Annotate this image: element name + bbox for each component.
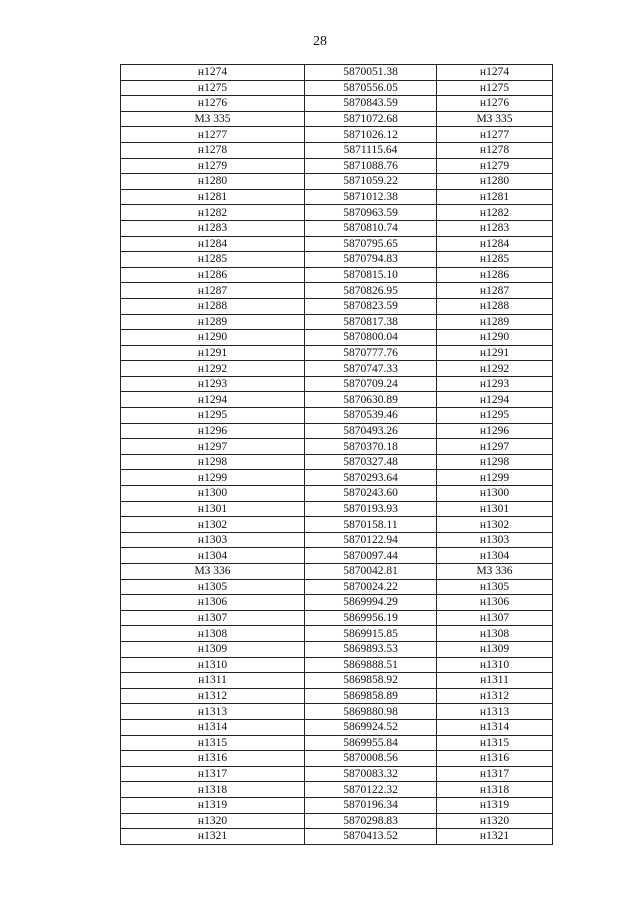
point-name-cell: н1291 xyxy=(121,345,305,361)
coordinate-cell: 5870051.38 xyxy=(305,65,437,81)
table-row xyxy=(121,813,553,829)
coordinate-cell: 5870817.38 xyxy=(305,314,437,330)
point-name-cell: н1306 xyxy=(121,595,305,611)
table-row xyxy=(121,486,553,502)
point-name-repeat-cell: н1294 xyxy=(437,392,553,408)
coordinate-cell: 5870823.59 xyxy=(305,298,437,314)
point-name-cell: н1297 xyxy=(121,439,305,455)
coordinate-cell: 5870327.48 xyxy=(305,454,437,470)
table-row xyxy=(121,454,553,470)
point-name-cell: н1281 xyxy=(121,189,305,205)
coordinate-cell: 5869880.98 xyxy=(305,704,437,720)
point-name-repeat-cell: н1309 xyxy=(437,641,553,657)
point-name-cell: н1305 xyxy=(121,579,305,595)
point-name-cell: н1311 xyxy=(121,673,305,689)
point-name-repeat-cell: н1296 xyxy=(437,423,553,439)
table-row xyxy=(121,782,553,798)
point-name-repeat-cell: н1301 xyxy=(437,501,553,517)
table-row xyxy=(121,766,553,782)
coordinate-cell: 5869955.84 xyxy=(305,735,437,751)
coordinate-cell: 5869915.85 xyxy=(305,626,437,642)
point-name-cell: н1310 xyxy=(121,657,305,673)
coordinate-cell: 5871026.12 xyxy=(305,127,437,143)
table-row xyxy=(121,423,553,439)
coordinate-cell: 5870122.94 xyxy=(305,532,437,548)
point-name-repeat-cell: н1318 xyxy=(437,782,553,798)
table-row xyxy=(121,470,553,486)
table-row xyxy=(121,610,553,626)
point-name-cell: н1318 xyxy=(121,782,305,798)
table-row xyxy=(121,501,553,517)
coordinate-cell: 5870122.32 xyxy=(305,782,437,798)
coordinate-cell: 5870370.18 xyxy=(305,439,437,455)
point-name-cell: н1285 xyxy=(121,252,305,268)
point-name-cell: н1299 xyxy=(121,470,305,486)
table-row xyxy=(121,439,553,455)
coordinate-cell: 5870097.44 xyxy=(305,548,437,564)
point-name-repeat-cell: н1292 xyxy=(437,361,553,377)
point-name-cell: н1317 xyxy=(121,766,305,782)
coordinate-cell: 5870024.22 xyxy=(305,579,437,595)
table-row xyxy=(121,65,553,81)
coordinate-cell: 5870794.83 xyxy=(305,252,437,268)
point-name-cell: н1278 xyxy=(121,142,305,158)
coordinate-cell: 5870709.24 xyxy=(305,376,437,392)
table-row xyxy=(121,314,553,330)
point-name-repeat-cell: н1310 xyxy=(437,657,553,673)
table-row xyxy=(121,719,553,735)
coordinate-cell: 5870810.74 xyxy=(305,220,437,236)
coordinate-cell: 5870843.59 xyxy=(305,96,437,112)
table-row xyxy=(121,564,553,580)
coordinate-cell: 5869994.29 xyxy=(305,595,437,611)
point-name-repeat-cell: МЗ 336 xyxy=(437,564,553,580)
coordinate-cell: 5870042.81 xyxy=(305,564,437,580)
point-name-cell: н1316 xyxy=(121,751,305,767)
point-name-cell: н1313 xyxy=(121,704,305,720)
coordinate-cell: 5871088.76 xyxy=(305,158,437,174)
table-row xyxy=(121,392,553,408)
table-row xyxy=(121,517,553,533)
coordinate-cell: 5869858.92 xyxy=(305,673,437,689)
point-name-cell: н1309 xyxy=(121,641,305,657)
table-row xyxy=(121,688,553,704)
point-name-cell: н1301 xyxy=(121,501,305,517)
point-name-repeat-cell: МЗ 335 xyxy=(437,111,553,127)
point-name-cell: н1286 xyxy=(121,267,305,283)
table-row xyxy=(121,797,553,813)
point-name-repeat-cell: н1308 xyxy=(437,626,553,642)
point-name-cell: н1296 xyxy=(121,423,305,439)
point-name-cell: н1320 xyxy=(121,813,305,829)
table-row xyxy=(121,127,553,143)
point-name-repeat-cell: н1287 xyxy=(437,283,553,299)
table-row xyxy=(121,408,553,424)
coordinate-cell: 5869858.89 xyxy=(305,688,437,704)
point-name-cell: н1308 xyxy=(121,626,305,642)
point-name-repeat-cell: н1275 xyxy=(437,80,553,96)
coordinates-table xyxy=(120,64,553,845)
point-name-cell: н1287 xyxy=(121,283,305,299)
table-row xyxy=(121,174,553,190)
table-row xyxy=(121,220,553,236)
point-name-repeat-cell: н1286 xyxy=(437,267,553,283)
table-row xyxy=(121,579,553,595)
table-row xyxy=(121,330,553,346)
point-name-cell: н1302 xyxy=(121,517,305,533)
point-name-repeat-cell: н1316 xyxy=(437,751,553,767)
coordinate-cell: 5869893.53 xyxy=(305,641,437,657)
coordinate-cell: 5870298.83 xyxy=(305,813,437,829)
point-name-cell: н1277 xyxy=(121,127,305,143)
point-name-repeat-cell: н1281 xyxy=(437,189,553,205)
point-name-cell: н1290 xyxy=(121,330,305,346)
coordinate-cell: 5869888.51 xyxy=(305,657,437,673)
point-name-cell: н1312 xyxy=(121,688,305,704)
table-row xyxy=(121,376,553,392)
coordinate-cell: 5871012.38 xyxy=(305,189,437,205)
point-name-repeat-cell: н1313 xyxy=(437,704,553,720)
point-name-repeat-cell: н1303 xyxy=(437,532,553,548)
point-name-cell: н1315 xyxy=(121,735,305,751)
coordinate-cell: 5869956.19 xyxy=(305,610,437,626)
table-row xyxy=(121,96,553,112)
point-name-cell: н1276 xyxy=(121,96,305,112)
coordinate-cell: 5870158.11 xyxy=(305,517,437,533)
point-name-cell: н1288 xyxy=(121,298,305,314)
point-name-cell: н1321 xyxy=(121,829,305,845)
point-name-cell: н1275 xyxy=(121,80,305,96)
table-row xyxy=(121,704,553,720)
coordinate-cell: 5870193.93 xyxy=(305,501,437,517)
coordinates-table-body xyxy=(121,65,553,845)
point-name-repeat-cell: н1304 xyxy=(437,548,553,564)
point-name-cell: н1280 xyxy=(121,174,305,190)
table-row xyxy=(121,158,553,174)
coordinate-cell: 5870083.32 xyxy=(305,766,437,782)
table-row xyxy=(121,236,553,252)
point-name-cell: н1295 xyxy=(121,408,305,424)
point-name-repeat-cell: н1298 xyxy=(437,454,553,470)
coordinate-cell: 5870963.59 xyxy=(305,205,437,221)
point-name-cell: н1319 xyxy=(121,797,305,813)
coordinate-cell: 5870630.89 xyxy=(305,392,437,408)
point-name-repeat-cell: н1299 xyxy=(437,470,553,486)
coordinate-cell: 5870493.26 xyxy=(305,423,437,439)
point-name-repeat-cell: н1295 xyxy=(437,408,553,424)
coordinate-cell: 5871059.22 xyxy=(305,174,437,190)
table-row xyxy=(121,283,553,299)
point-name-repeat-cell: н1289 xyxy=(437,314,553,330)
coordinate-cell: 5870008.56 xyxy=(305,751,437,767)
point-name-repeat-cell: н1278 xyxy=(437,142,553,158)
table-row xyxy=(121,111,553,127)
table-row xyxy=(121,189,553,205)
point-name-repeat-cell: н1276 xyxy=(437,96,553,112)
point-name-cell: МЗ 335 xyxy=(121,111,305,127)
point-name-repeat-cell: н1279 xyxy=(437,158,553,174)
coordinate-cell: 5871072.68 xyxy=(305,111,437,127)
coordinate-cell: 5870800.04 xyxy=(305,330,437,346)
coordinate-cell: 5870413.52 xyxy=(305,829,437,845)
table-row xyxy=(121,345,553,361)
point-name-cell: н1304 xyxy=(121,548,305,564)
point-name-cell: н1283 xyxy=(121,220,305,236)
point-name-repeat-cell: н1280 xyxy=(437,174,553,190)
point-name-cell: н1303 xyxy=(121,532,305,548)
coordinate-cell: 5870539.46 xyxy=(305,408,437,424)
table-row xyxy=(121,657,553,673)
point-name-repeat-cell: н1314 xyxy=(437,719,553,735)
table-row xyxy=(121,641,553,657)
table-row xyxy=(121,361,553,377)
table-row xyxy=(121,142,553,158)
point-name-cell: н1300 xyxy=(121,486,305,502)
table-row xyxy=(121,205,553,221)
coordinate-cell: 5870815.10 xyxy=(305,267,437,283)
coordinate-cell: 5871115.64 xyxy=(305,142,437,158)
point-name-cell: н1282 xyxy=(121,205,305,221)
point-name-repeat-cell: н1306 xyxy=(437,595,553,611)
point-name-cell: н1293 xyxy=(121,376,305,392)
point-name-repeat-cell: н1311 xyxy=(437,673,553,689)
point-name-cell: н1298 xyxy=(121,454,305,470)
table-row xyxy=(121,298,553,314)
point-name-repeat-cell: н1312 xyxy=(437,688,553,704)
coordinate-cell: 5870196.34 xyxy=(305,797,437,813)
point-name-repeat-cell: н1297 xyxy=(437,439,553,455)
table-row xyxy=(121,532,553,548)
table-row xyxy=(121,626,553,642)
point-name-repeat-cell: н1282 xyxy=(437,205,553,221)
point-name-cell: н1284 xyxy=(121,236,305,252)
point-name-repeat-cell: н1284 xyxy=(437,236,553,252)
point-name-repeat-cell: н1291 xyxy=(437,345,553,361)
point-name-cell: н1307 xyxy=(121,610,305,626)
point-name-repeat-cell: н1302 xyxy=(437,517,553,533)
point-name-repeat-cell: н1274 xyxy=(437,65,553,81)
point-name-repeat-cell: н1320 xyxy=(437,813,553,829)
page-number: 28 xyxy=(313,34,327,49)
point-name-repeat-cell: н1307 xyxy=(437,610,553,626)
coordinate-cell: 5870777.76 xyxy=(305,345,437,361)
point-name-repeat-cell: н1293 xyxy=(437,376,553,392)
point-name-repeat-cell: н1283 xyxy=(437,220,553,236)
point-name-repeat-cell: н1319 xyxy=(437,797,553,813)
coordinate-cell: 5869924.52 xyxy=(305,719,437,735)
point-name-cell: н1294 xyxy=(121,392,305,408)
coordinate-cell: 5870747.33 xyxy=(305,361,437,377)
coordinate-cell: 5870556.05 xyxy=(305,80,437,96)
point-name-cell: н1314 xyxy=(121,719,305,735)
table-row xyxy=(121,751,553,767)
point-name-repeat-cell: н1285 xyxy=(437,252,553,268)
point-name-cell: н1289 xyxy=(121,314,305,330)
coordinate-cell: 5870293.64 xyxy=(305,470,437,486)
coordinate-cell: 5870243.60 xyxy=(305,486,437,502)
point-name-repeat-cell: н1288 xyxy=(437,298,553,314)
point-name-repeat-cell: н1315 xyxy=(437,735,553,751)
point-name-cell: МЗ 336 xyxy=(121,564,305,580)
table-row xyxy=(121,595,553,611)
table-row xyxy=(121,548,553,564)
point-name-repeat-cell: н1305 xyxy=(437,579,553,595)
coordinate-cell: 5870826.95 xyxy=(305,283,437,299)
table-row xyxy=(121,673,553,689)
point-name-cell: н1279 xyxy=(121,158,305,174)
table-row xyxy=(121,829,553,845)
table-row xyxy=(121,735,553,751)
point-name-cell: н1274 xyxy=(121,65,305,81)
table-row xyxy=(121,252,553,268)
table-row xyxy=(121,267,553,283)
point-name-repeat-cell: н1277 xyxy=(437,127,553,143)
point-name-repeat-cell: н1321 xyxy=(437,829,553,845)
coordinate-cell: 5870795.65 xyxy=(305,236,437,252)
table-row xyxy=(121,80,553,96)
point-name-repeat-cell: н1317 xyxy=(437,766,553,782)
point-name-repeat-cell: н1300 xyxy=(437,486,553,502)
point-name-cell: н1292 xyxy=(121,361,305,377)
point-name-repeat-cell: н1290 xyxy=(437,330,553,346)
